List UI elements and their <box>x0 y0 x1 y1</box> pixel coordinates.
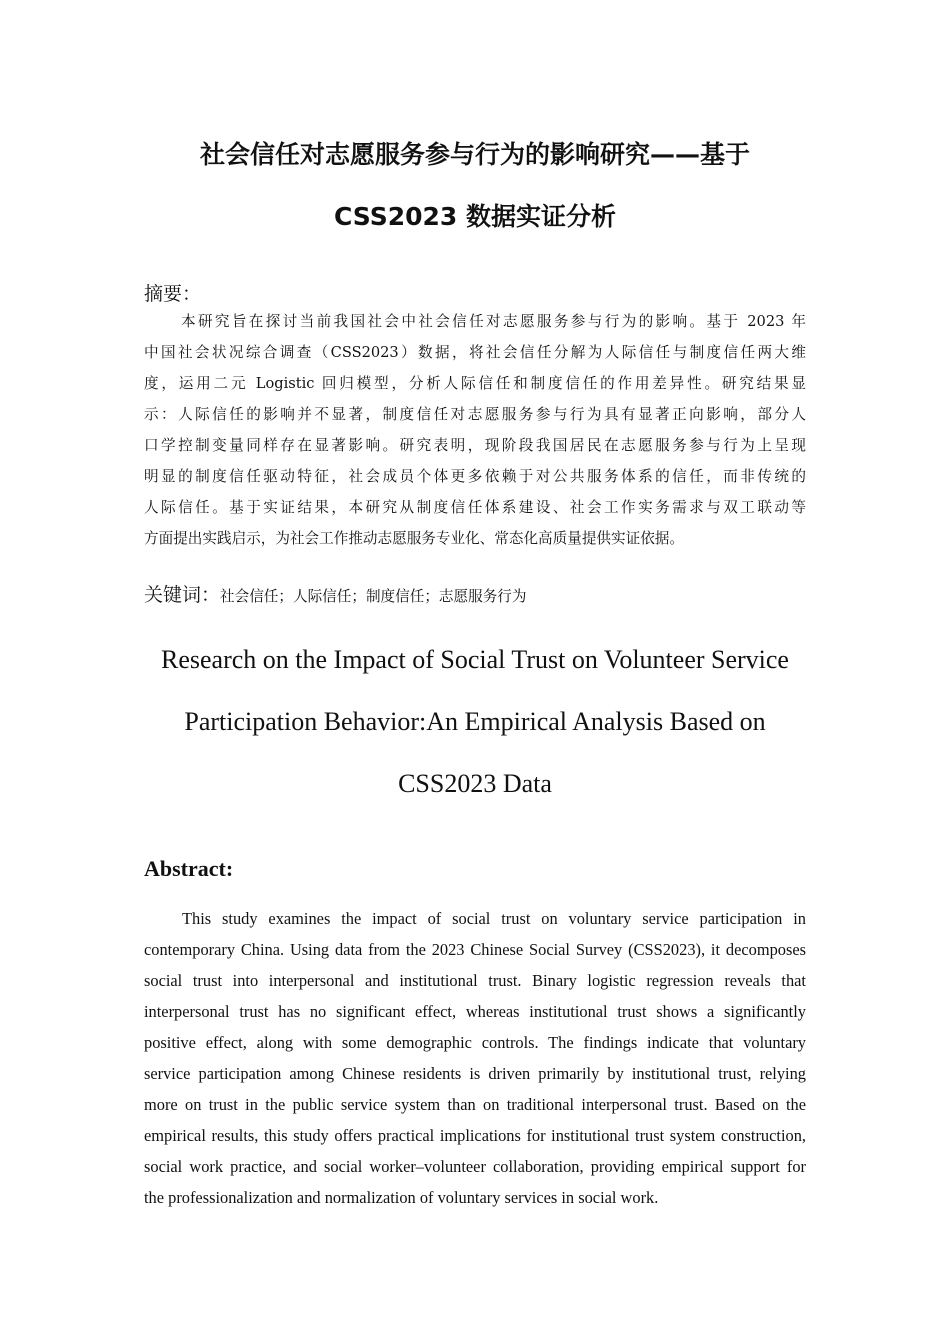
chinese-keywords-label: 关键词： <box>144 584 221 606</box>
english-abstract-line: interpersonal trust has no significant effect, whereas institutional trust shows a significantly <box>144 1002 806 1021</box>
english-title-line-3: CSS2023 Data <box>398 769 552 798</box>
english-abstract-line: contemporary China. Using data from the 2023 Chinese Social Survey (CSS2023), it decomposes <box>144 940 806 959</box>
chinese-keywords <box>144 582 527 610</box>
chinese-keywords-text: 社会信任；人际信任；制度信任；志愿服务行为 <box>220 588 527 605</box>
chinese-abstract-line: 明显的制度信任驱动特征，社会成员个体更多依赖于对公共服务体系的信任，而非传统的 <box>144 468 806 485</box>
chinese-abstract-line: 方面提出实践启示，为社会工作推动志愿服务专业化、常态化高质量提供实证依据。 <box>144 530 684 547</box>
chinese-abstract-line: 本研究旨在探讨当前我国社会中社会信任对志愿服务参与行为的影响。基于 2023 年 <box>181 313 806 330</box>
english-abstract-line: the professionalization and normalization of voluntary services in social work. <box>144 1188 659 1207</box>
english-abstract-line: service participation among Chinese residents is driven primarily by institutional trust, relying <box>144 1064 806 1083</box>
english-abstract-line: positive effect, along with some demographic controls. The findings indicate that voluntary <box>144 1033 806 1052</box>
english-abstract-line: social trust into interpersonal and institutional trust. Binary logistic regression reveals that <box>144 971 806 990</box>
english-title-line-2: Participation Behavior:An Empirical Analysis Based on <box>184 707 766 736</box>
chinese-title-line-2: CSS2023 数据实证分析 <box>334 202 616 231</box>
chinese-abstract-body <box>144 306 806 554</box>
english-abstract-line: This study examines the impact of social trust on voluntary service participation in <box>182 909 806 928</box>
english-abstract-line: empirical results, this study offers practical implications for institutional trust system construction, <box>144 1126 806 1145</box>
chinese-abstract-label: 摘要： <box>144 283 202 305</box>
english-abstract-body <box>144 903 806 1213</box>
chinese-abstract-line: 中国社会状况综合调查（CSS2023）数据，将社会信任分解为人际信任与制度信任两大维 <box>144 344 806 361</box>
chinese-abstract-line: 度，运用二元 Logistic 回归模型，分析人际信任和制度信任的作用差异性。研究结果显 <box>144 375 806 392</box>
english-abstract-line: social work practice, and social worker–volunteer collaboration, providing empirical support for <box>144 1157 806 1176</box>
english-abstract-line: more on trust in the public service system than on traditional interpersonal trust. Based on the <box>144 1095 806 1114</box>
chinese-title-line-1: 社会信任对志愿服务参与行为的影响研究——基于 <box>199 140 750 169</box>
chinese-abstract-line: 口学控制变量同样存在显著影响。研究表明，现阶段我国居民在志愿服务参与行为上呈现 <box>144 437 806 454</box>
chinese-abstract-line: 人际信任。基于实证结果，本研究从制度信任体系建设、社会工作实务需求与双工联动等 <box>144 499 806 516</box>
chinese-abstract-line: 示：人际信任的影响并不显著，制度信任对志愿服务参与行为具有显著正向影响，部分人 <box>144 406 806 423</box>
english-abstract-label: Abstract: <box>144 856 234 881</box>
english-title-line-1: Research on the Impact of Social Trust on Volunteer Service <box>161 645 789 674</box>
